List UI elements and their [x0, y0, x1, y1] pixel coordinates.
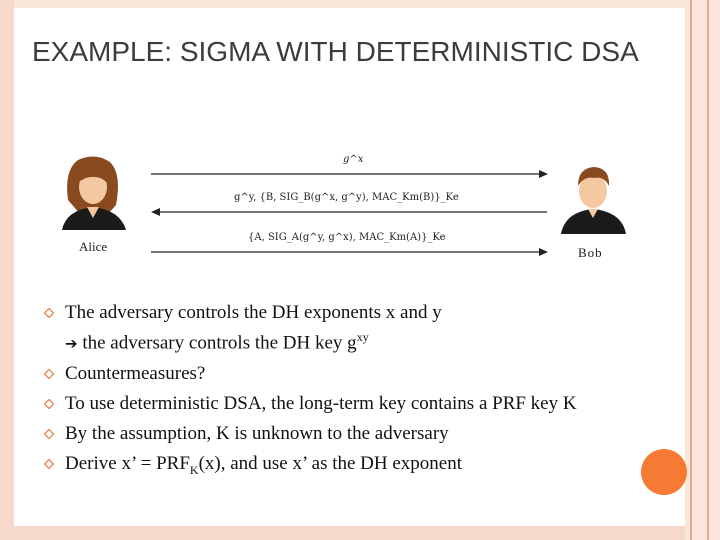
- bullet-text: The adversary controls the DH exponents x and y: [65, 302, 442, 323]
- bullet-list: [44, 300, 674, 488]
- decorative-dot: [641, 449, 687, 495]
- message2-label: g^y, {B, SIG_B(g^x, g^y), MAC_Km(B)}_Ke: [234, 192, 459, 203]
- bullet-item: [44, 451, 674, 483]
- arrowhead-right-icon: [539, 248, 548, 256]
- alice-label: Alice: [79, 239, 108, 254]
- arrowhead-right-icon: [539, 170, 548, 178]
- bullet-icon: [44, 308, 54, 318]
- bob-avatar-icon: [561, 167, 626, 234]
- slide-title: EXAMPLE: SIGMA WITH DETERMINISTIC DSA: [32, 36, 639, 67]
- message3-label: {A, SIG_A(g^y, g^x), MAC_Km(A)}_Ke: [248, 232, 446, 243]
- subscript-text: K: [189, 463, 199, 478]
- alice-avatar-icon: [62, 156, 126, 230]
- bullet-item: [44, 421, 674, 446]
- bullet-text: Countermeasures?: [65, 363, 206, 385]
- exponent-text: xy: [356, 330, 369, 344]
- right-arrow-icon: ➔: [65, 334, 78, 353]
- bullet-subline-text: the adversary controls the DH key g: [82, 332, 357, 354]
- bullet-item: [44, 361, 674, 386]
- bob-label: Bob: [578, 245, 603, 260]
- bullet-item: [44, 391, 674, 416]
- bullet-text: By the assumption, K is unknown to the adversary: [65, 423, 449, 445]
- message1-label: g^x: [343, 154, 364, 165]
- bullet-item: [44, 300, 674, 356]
- bullet-icon: [44, 399, 54, 409]
- bullet-icon: [44, 429, 54, 439]
- bullet-icon: [44, 459, 54, 469]
- bullet-text-suffix: (x), and use x’ as the DH exponent: [198, 453, 463, 475]
- arrowhead-left-icon: [151, 208, 160, 216]
- bullet-icon: [44, 369, 54, 379]
- bullet-text: Derive x’ = PRF: [65, 453, 190, 475]
- bullet-text: To use deterministic DSA, the long-term key contains a PRF key K: [65, 393, 577, 415]
